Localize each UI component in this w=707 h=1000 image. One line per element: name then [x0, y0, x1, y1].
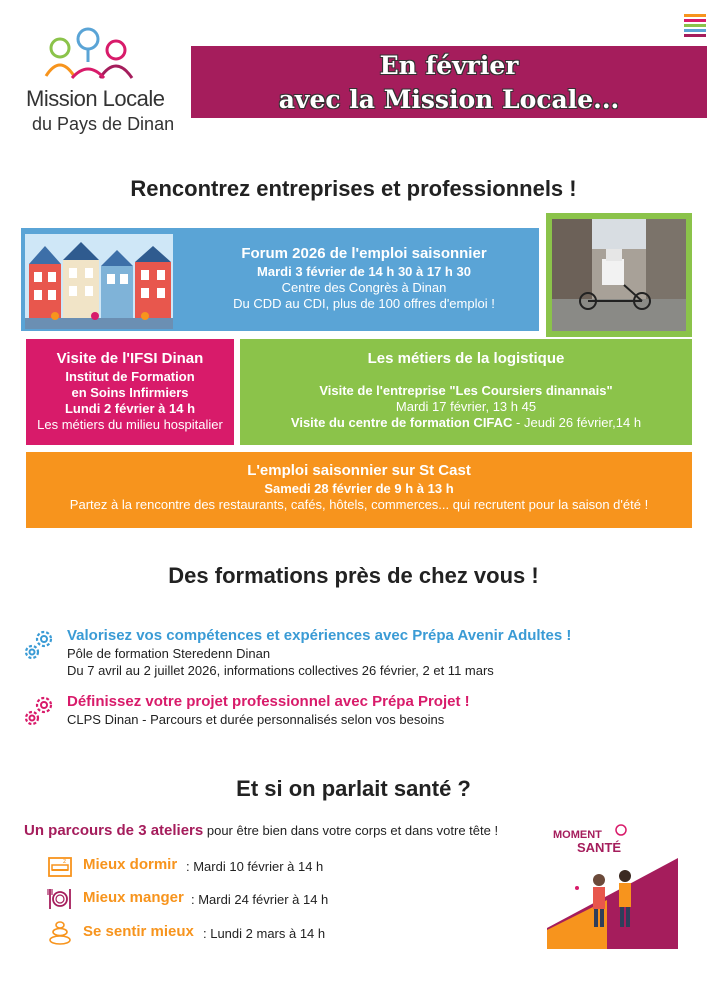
atelier-3-date: : Lundi 2 mars à 14 h [203, 926, 326, 941]
logo-subtitle: du Pays de Dinan [32, 114, 175, 134]
atelier-2-date: : Mardi 24 février à 14 h [191, 892, 329, 907]
atelier-1-name: Mieux dormir [83, 856, 178, 873]
forum-desc: Du CDD au CDI, plus de 100 offres d'emploi ! [233, 296, 495, 311]
mission-locale-logo [22, 24, 175, 142]
gears-icon [22, 693, 58, 727]
banner-line-1: En février [379, 51, 519, 80]
atelier-1-date: : Mardi 10 février à 14 h [186, 859, 324, 874]
bed-icon [46, 853, 74, 879]
event-logistique [240, 339, 692, 445]
formation-1-line2: Du 7 avril au 2 juillet 2026, informations collectives 26 février, 2 et 11 mars [67, 663, 494, 678]
badge-line-2: SANTÉ [577, 840, 622, 855]
atelier-3-name: Se sentir mieux [83, 923, 194, 940]
zen-stones-icon [46, 920, 74, 946]
formation-1-title: Valorisez vos compétences et expériences avec Prépa Avenir Adultes ! [67, 627, 572, 644]
logistique-cifac: Visite du centre de formation CIFAC [290, 415, 513, 430]
section-title-rencontres: Rencontrez entreprises et professionnels ! [130, 176, 577, 201]
sante-intro-rest: pour être bien dans votre corps et dans votre tête ! [203, 823, 499, 838]
sante-intro-bold: Un parcours de 3 ateliers [24, 822, 204, 839]
plate-icon [46, 886, 74, 912]
event-ifsi [26, 339, 234, 445]
sante-intro [24, 822, 498, 839]
ifsi-sub2: en Soins Infirmiers [71, 385, 189, 400]
logistique-line2: Mardi 17 février, 13 h 45 [395, 399, 537, 414]
logistique-line3 [240, 415, 692, 431]
ifsi-date: Lundi 2 février à 14 h [64, 401, 196, 416]
forum-date: Mardi 3 février de 14 h 30 à 17 h 30 [257, 264, 471, 279]
header-banner [191, 46, 707, 118]
badge-line-1: MOMENT [553, 829, 602, 841]
event-forum [19, 226, 541, 333]
ifsi-desc: Les métiers du milieu hospitalier [37, 417, 223, 432]
event-stcast [26, 452, 692, 528]
moment-sante-illustration [547, 818, 678, 949]
section-title-sante: Et si on parlait santé ? [236, 776, 471, 801]
logistique-title: Les métiers de la logistique [367, 350, 565, 367]
svg-text:z: z [63, 858, 67, 865]
cargo-bike-photo [552, 219, 686, 331]
stcast-desc: Partez à la rencontre des restaurants, cafés, hôtels, commerces... qui recrutent pour la saison d'été ! [69, 497, 649, 512]
logistique-cifac-date: - Jeudi 26 février,14 h [512, 415, 642, 430]
logo-title: Mission Locale [26, 86, 165, 111]
town-illustration [25, 234, 173, 329]
formation-2-title: Définissez votre projet professionnel avec Prépa Projet ! [67, 693, 470, 710]
ifsi-title: Visite de l'IFSI Dinan [56, 350, 204, 367]
forum-title: Forum 2026 de l'emploi saisonnier [241, 245, 487, 262]
stcast-date: Samedi 28 février de 9 h à 13 h [264, 481, 454, 496]
formation-2-line1: CLPS Dinan - Parcours et durée personnalisés selon vos besoins [67, 712, 445, 727]
forum-place: Centre des Congrès à Dinan [281, 280, 447, 295]
color-stripes [684, 14, 706, 39]
stcast-title: L'emploi saisonnier sur St Cast [247, 462, 471, 479]
logistics-photo [546, 213, 692, 337]
logistique-line1: Visite de l'entreprise "Les Coursiers dinannais" [319, 383, 613, 398]
formation-1-line1: Pôle de formation Steredenn Dinan [67, 646, 271, 661]
atelier-2-name: Mieux manger [83, 889, 184, 906]
section-title-formations: Des formations près de chez vous ! [168, 563, 539, 588]
people-logo-icon [44, 24, 164, 84]
ifsi-sub1: Institut de Formation [65, 369, 195, 384]
gears-icon [22, 627, 58, 661]
banner-line-2: avec la Mission Locale... [278, 85, 620, 114]
